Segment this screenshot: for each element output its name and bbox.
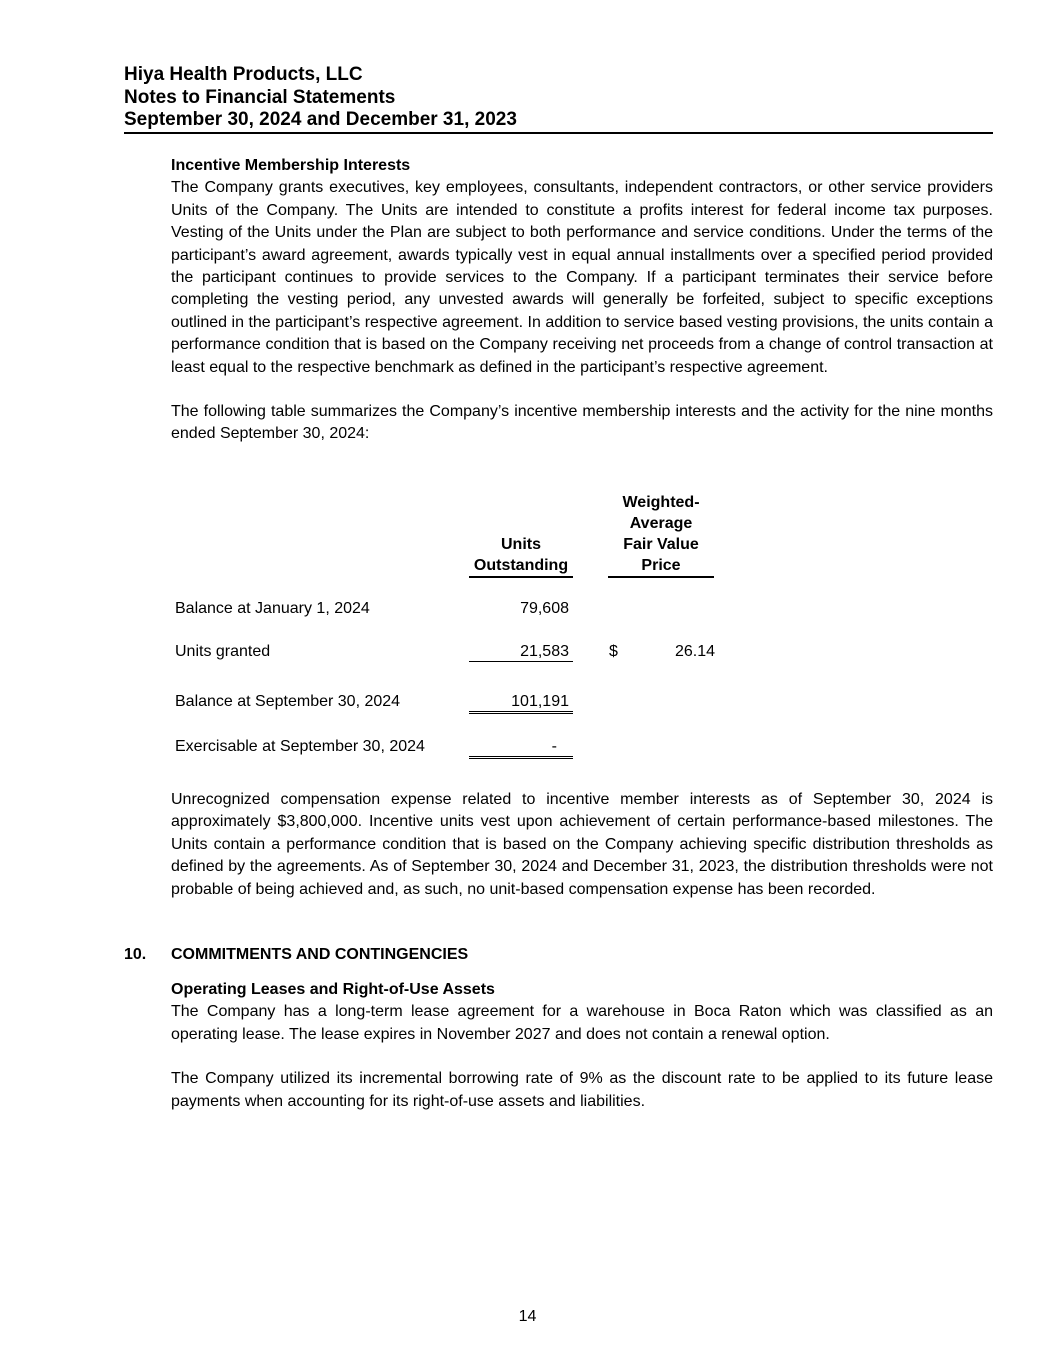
incentive-section [171,155,993,446]
compensation-section [171,789,993,901]
page-header [124,64,993,134]
table-row [175,693,735,715]
leases-section [171,979,993,1113]
leases-heading: Operating Leases and Right-of-Use Assets [171,981,495,998]
section-10-heading [124,946,468,964]
header-weighted-average-price: Weighted- Average Fair Value Price [608,492,714,578]
incentive-paragraph-1: The Company grants executives, key employees, consultants, independent contractors, or other service providers Units of the Company. The Units are intended to constitute a profits interest for federal income tax purposes. Vesting of the Units under the Plan are subject to both performance and service conditions. Under the terms of the participant’s award agreement, awards typically vest in equal annual installments over a specified period provided the participant continues to provide services to the Company. If a participant terminates their service before completing the vesting period, any unvested awards will generally be forfeited, subject to specific exceptions outlined in the participant’s respective agreement. In addition to service based vesting provisions, the units contain a performance condition that is based on the Company receiving net proceeds from a change of control transaction at least equal to the respective benchmark as defined in the participant’s respective agreement. [171,179,993,376]
row-price: 26.14 [674,643,715,660]
table-row [175,643,735,665]
header-units-outstanding: Units Outstanding [469,534,573,578]
table-row [175,600,735,622]
row-units: 21,583 [469,643,573,662]
row-label: Balance at January 1, 2024 [175,600,370,617]
leases-paragraph-2: The Company utilized its incremental borrowing rate of 9% as the discount rate to be applied to its future lease payments when accounting for its right-of-use assets and liabilities. [171,1070,993,1110]
row-label: Units granted [175,643,271,660]
leases-paragraph-1: The Company has a long-term lease agreement for a warehouse in Boca Raton which was classified as an operating lease. The lease expires in November 2027 and does not contain a renewal option. [171,1003,993,1043]
row-label: Balance at September 30, 2024 [175,693,401,710]
incentive-paragraph-3: Unrecognized compensation expense related to incentive member interests as of September 30, 2024 is approximately $3,800,000. Incentive units vest upon achievement of certain performance-based milestones. The Units contain a performance condition that is based on the Company achieving specific distribution thresholds as defined by the agreements. As of September 30, 2024 and December 31, 2023, the distribution thresholds were not probable of being achieved and, as such, no unit-based compensation expense has been recorded. [171,791,993,898]
incentive-paragraph-2: The following table summarizes the Company’s incentive membership interests and the activity for the nine months ended September 30, 2024: [171,403,993,443]
row-units: 101,191 [469,693,573,714]
incentive-heading: Incentive Membership Interests [171,157,411,174]
row-label: Exercisable at September 30, 2024 [175,738,425,755]
row-dollar-sign: $ [609,643,618,660]
company-name: Hiya Health Products, LLC [124,64,363,85]
row-units: - [469,738,573,759]
row-units: 79,608 [520,600,569,617]
section-title: COMMITMENTS AND CONTINGENCIES [171,946,469,963]
section-number: 10. [124,946,147,963]
document-title: Notes to Financial Statements [124,86,396,108]
table-row [175,738,735,760]
page-number: 14 [518,1308,537,1325]
period-title: September 30, 2024 and December 31, 2023 [124,109,993,134]
